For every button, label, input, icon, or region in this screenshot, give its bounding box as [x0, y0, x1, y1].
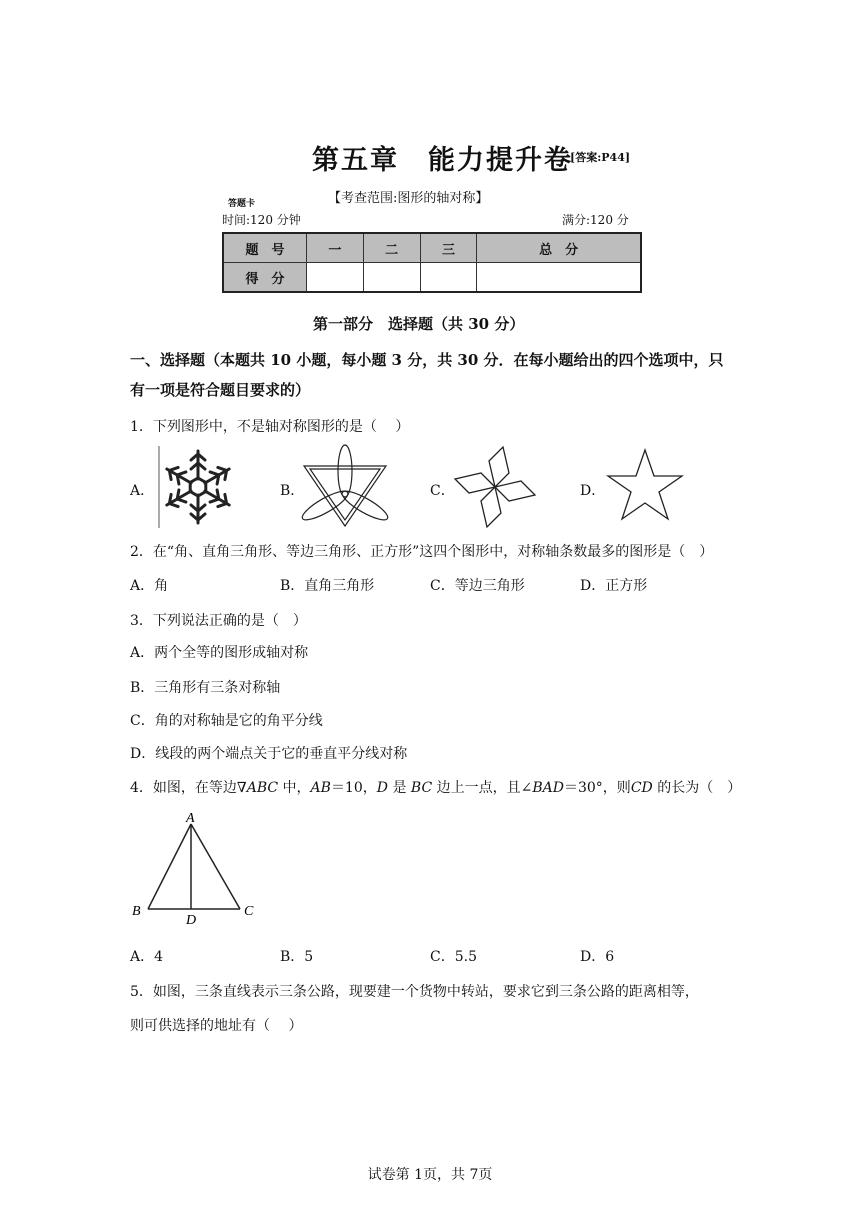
q4-stem-text: 边上一点，且 [432, 780, 521, 796]
q4-stem-text: 4．如图，在等边 [130, 780, 237, 796]
q4-option-c: C．5.5 [430, 949, 477, 965]
section-title: 第一部分 选择题（共 30 分） [313, 315, 525, 333]
score-table-header-row [223, 233, 641, 263]
exam-time: 时间:120 分钟 [222, 213, 301, 227]
section-instructions: 一、选择题（本题共 10 小题，每小题 3 分，共 30 分．在每小题给出的四个选项中，只有一项是符合题目要求的） [130, 351, 724, 399]
score-cell[interactable] [420, 263, 477, 293]
page-footer: 试卷第 1页，共 7页 [367, 1167, 493, 1183]
question-4-stem [130, 777, 741, 797]
answer-card-label: 答题卡 [228, 199, 256, 209]
question-5-stem-line-1: 5．如图，三条直线表示三条公路，现要建一个货物中转站，要求它到三条公路的距离相等， [130, 984, 699, 1000]
q4-math-angle: ∠BAD [520, 780, 564, 796]
q4-stem-text: ＝30°，则 [563, 780, 631, 796]
q4-triangle-figure [128, 808, 268, 928]
q1-option-a-label: A． [130, 483, 155, 499]
q4-stem-text: 中， [278, 780, 311, 796]
q4-option-a: A．4 [130, 949, 164, 965]
q2-option-a: A．角 [130, 578, 169, 594]
q4-option-b: B．5 [280, 949, 314, 965]
star-figure [605, 448, 685, 528]
answer-reference: [答案:P44] [570, 151, 631, 164]
q3-option-d: D．线段的两个端点关于它的垂直平分线对称 [130, 746, 408, 762]
score-table-score-row [223, 263, 641, 293]
q2-option-d: D．正方形 [580, 578, 648, 594]
score-table-header-cell: 题 号 [223, 233, 307, 263]
q4-math-bc: BC [410, 780, 433, 796]
full-score: 满分:120 分 [562, 213, 629, 227]
q2-option-c: C．等边三角形 [430, 578, 525, 594]
score-cell[interactable] [363, 263, 420, 293]
question-3-stem: 3．下列说法正确的是（ ） [130, 613, 307, 629]
q2-option-b: B．直角三角形 [280, 578, 375, 594]
q4-math-d: D [376, 780, 388, 796]
triangle-symbol: ∇ [236, 780, 247, 796]
pinwheel-figure [450, 442, 540, 532]
q4-math-cd: CD [630, 780, 653, 796]
score-table [222, 232, 642, 293]
score-table-header-cell: 一 [307, 233, 364, 263]
q1-option-c-label: C． [430, 483, 455, 499]
q1-option-d-label: D． [580, 483, 606, 499]
q3-option-a: A．两个全等的图形成轴对称 [130, 645, 309, 661]
q4-stem-text: ＝10， [330, 780, 377, 796]
exam-scope: 【考查范围:图形的轴对称】 [328, 191, 489, 206]
vertex-b-label: B [132, 904, 141, 919]
question-1-stem: 1．下列图形中，不是轴对称图形的是（ ） [130, 419, 410, 435]
q4-math-abc: ABC [246, 780, 279, 796]
point-d-label: D [186, 913, 197, 928]
q3-option-b: B．三角形有三条对称轴 [130, 680, 281, 696]
vertex-c-label: C [244, 904, 254, 919]
score-table-header-cell: 三 [420, 233, 477, 263]
q4-option-d: D．6 [580, 949, 615, 965]
score-table-header-cell: 二 [363, 233, 420, 263]
score-table-header-cell: 总 分 [477, 233, 641, 263]
triangle-with-ellipses-figure [300, 444, 390, 528]
q1-option-b-label: B． [280, 483, 305, 499]
snowflake-figure [158, 446, 238, 528]
score-cell[interactable] [477, 263, 641, 293]
question-5-stem-line-2: 则可供选择的地址有（ ） [130, 1018, 303, 1034]
q4-stem-text: 是 [388, 780, 411, 796]
score-cell[interactable] [307, 263, 364, 293]
vertex-a-label: A [186, 811, 195, 826]
q4-math-ab: AB [310, 780, 331, 796]
q4-stem-text: 的长为（ ） [652, 780, 742, 796]
q3-option-c: C．角的对称轴是它的角平分线 [130, 713, 323, 729]
score-row-label: 得 分 [223, 263, 307, 293]
exam-title: 第五章 能力提升卷 [312, 145, 573, 176]
question-2-stem: 2．在“角、直角三角形、等边三角形、正方形”这四个图形中，对称轴条数最多的图形是（ ） [130, 544, 714, 560]
